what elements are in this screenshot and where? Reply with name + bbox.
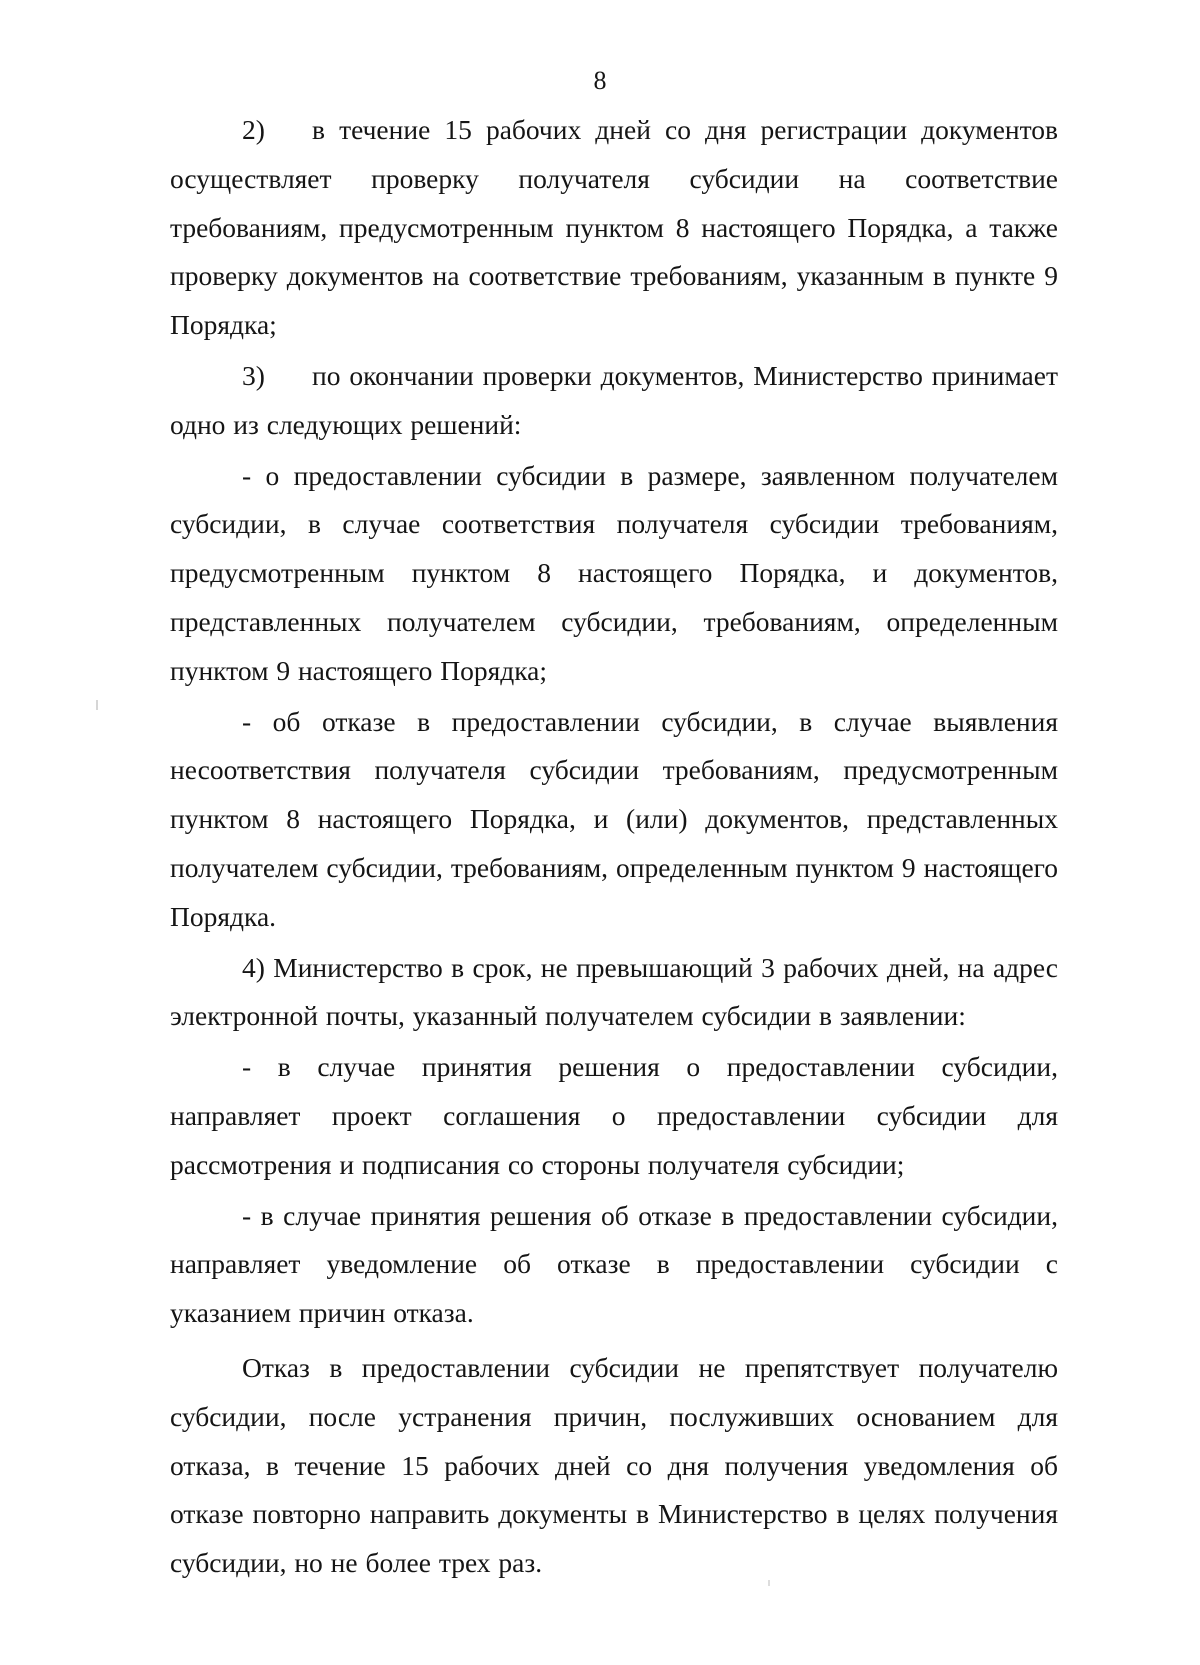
paragraph-item-3-text: по окончании проверки документов, Министерство принимает одно из следующих решений:: [170, 359, 1058, 440]
paragraph-resubmission: Отказ в предоставлении субсидии не препятствует получателю субсидии, после устранения причин, послуживших основанием для отказа, в течение 15 рабочих дней со дня получения уведомления об отказе повторно направить документы в Министерство в целях получения субсидии, но не более трех раз.: [170, 1351, 1058, 1579]
paragraph-notice-refusal: - в случае принятия решения об отказе в предоставлении субсидии, направляет уведомление об отказе в предоставлении субсидии с указанием причин отказа.: [170, 1199, 1058, 1329]
paragraph-item-2: [170, 106, 1058, 350]
document-body: [170, 106, 1058, 1590]
scan-artifact-mark: [768, 1580, 770, 1586]
paragraph-decision-grant: - о предоставлении субсидии в размере, заявленном получателем субсидии, в случае соответствия получателя субсидии требованиям, предусмотренным пунктом 8 настоящего Порядка, и документов, представленных получателем субсидии, требованиям, определенным пунктом 9 настоящего Порядка;: [170, 459, 1058, 686]
paragraph-item-2-text: в течение 15 рабочих дней со дня регистрации документов осуществляет проверку получателя субсидии на соответствие требованиям, предусмотренным пунктом 8 настоящего Порядка, а также проверку документов на соответствие требованиям, указанным в пункте 9 Порядка;: [170, 114, 1058, 341]
paragraph-item-3-number: 3): [242, 359, 265, 391]
paragraph-item-2-number: 2): [242, 114, 265, 145]
paragraph-item-3: [170, 352, 1058, 450]
paragraph-item-4: 4) Министерство в срок, не превышающий 3 рабочих дней, на адрес электронной почты, указанный получателем субсидии в заявлении:: [170, 951, 1058, 1032]
paragraph-decision-refusal: - об отказе в предоставлении субсидии, в случае выявления несоответствия получателя субсидии требованиям, предусмотренным пунктом 8 настоящего Порядка, и (или) документов, представленных получателем субсидии, требованиям, определенным пунктом 9 настоящего Порядка.: [170, 705, 1058, 932]
scan-artifact-mark: [96, 700, 98, 710]
paragraph-notice-grant: - в случае принятия решения о предоставлении субсидии, направляет проект соглашения о предоставлении субсидии для рассмотрения и подписания со стороны получателя субсидии;: [170, 1051, 1058, 1180]
page-number: 8: [593, 66, 607, 95]
